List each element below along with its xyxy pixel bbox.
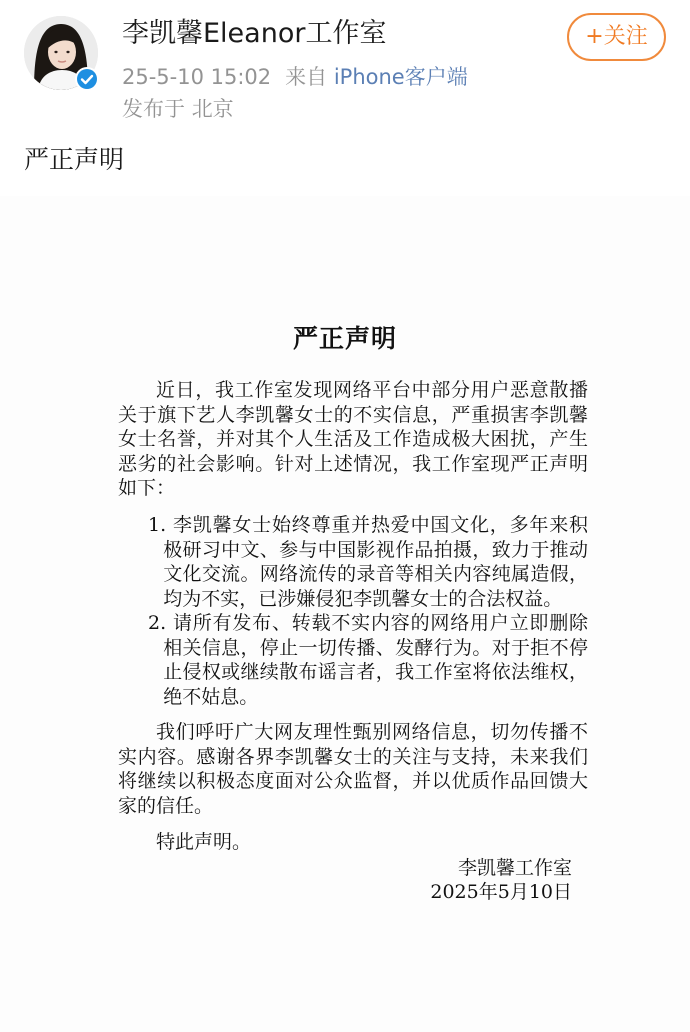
- post-location: [122, 94, 234, 124]
- statement-item-1: 1. 李凯馨女士始终尊重并热爱中国文化，多年来积极研习中文、参与中国影视作品拍摄，致力于推动文化交流。网络流传的录音等相关内容纯属造假，均为不实，已涉嫌侵犯李凯馨女士的合法权益。: [148, 514, 588, 610]
- post-meta: [122, 62, 468, 92]
- statement-image[interactable]: [0, 196, 690, 1032]
- statement-date: 2025年5月10日: [430, 881, 572, 903]
- location-value: 北京: [191, 97, 234, 121]
- post-text: 严正声明: [24, 145, 125, 174]
- statement-appeal: 我们呼吁广大网友理性甄别网络信息，切勿传播不实内容。感谢各界李凯馨女士的关注与支持，未来我们将继续以积极态度面对公众监督，并以优质作品回馈大家的信任。: [118, 721, 588, 817]
- statement-document: [0, 196, 690, 1032]
- follow-button[interactable]: +关注: [567, 13, 666, 61]
- statement-intro: 近日，我工作室发现网络平台中部分用户恶意散播关于旗下艺人李凯馨女士的不实信息，严重损害李凯馨女士名誉，并对其个人生活及工作造成极大困扰，产生恶劣的社会影响。针对上述情况，我工作室现严正声明如下：: [118, 379, 588, 500]
- location-prefix: 发布于: [122, 97, 185, 121]
- post-timestamp: 25-5-10 15:02: [122, 65, 272, 89]
- statement-title: 严正声明: [292, 324, 397, 353]
- source-client-link[interactable]: iPhone客户端: [333, 65, 468, 89]
- source-prefix: 来自: [285, 65, 328, 89]
- account-name[interactable]: 李凯馨Eleanor工作室: [122, 18, 387, 49]
- statement-closing: 特此声明。: [156, 831, 252, 853]
- verified-badge-icon: [74, 66, 100, 92]
- statement-signature: 李凯馨工作室: [457, 857, 572, 879]
- statement-item-2: 2. 请所有发布、转载不实内容的网络用户立即删除相关信息，停止一切传播、发酵行为。对于拒不停止侵权或继续散布谣言者，我工作室将依法维权，绝不姑息。: [148, 612, 588, 708]
